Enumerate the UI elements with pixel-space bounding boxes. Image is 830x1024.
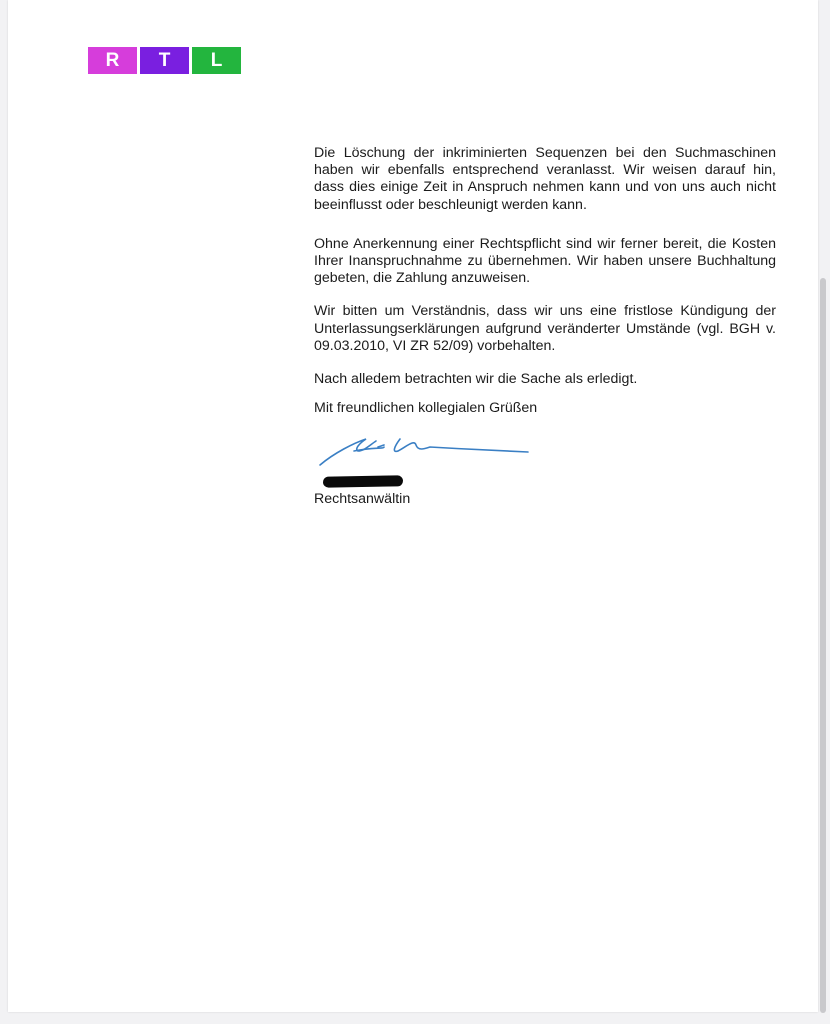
- handwritten-signature: [314, 425, 534, 470]
- paragraph-cost-assumption: Ohne Anerkennung einer Rechtspflicht sind wir ferner bereit, die Kosten Ihrer Inanspruchnahme zu übernehmen. Wir haben unsere Buchhaltung gebeten, die Zahlung anzuweisen.: [314, 235, 776, 287]
- logo-tile-r: R: [88, 47, 137, 74]
- logo-tile-t: T: [140, 47, 189, 74]
- document-page: [8, 0, 818, 1012]
- signer-role: Rechtsanwältin: [314, 491, 411, 507]
- vertical-scrollbar[interactable]: [820, 278, 826, 1013]
- rtl-logo: [88, 47, 241, 74]
- letter-body: [314, 145, 776, 417]
- paragraph-termination-reservation: Wir bitten um Verständnis, dass wir uns eine fristlose Kündigung der Unterlassungserklärungen aufgrund veränderter Umstände (vgl. BGH v. 09.03.2010, VI ZR 52/09) vorbehalten.: [314, 303, 776, 354]
- redacted-name: [323, 475, 403, 487]
- paragraph-search-engine-deletion: Die Löschung der inkriminierten Sequenzen bei den Suchmaschinen haben wir ebenfalls entsprechend veranlasst. Wir weisen darauf hin, dass dies einige Zeit in Anspruch nehmen kann und von uns auch nicht beeinflusst oder beschleunigt werden kann.: [314, 145, 776, 213]
- closing-greeting: Mit freundlichen kollegialen Grüßen: [314, 400, 538, 417]
- logo-tile-l: L: [192, 47, 241, 74]
- paragraph-matter-settled: Nach alledem betrachten wir die Sache als erledigt.: [314, 371, 638, 388]
